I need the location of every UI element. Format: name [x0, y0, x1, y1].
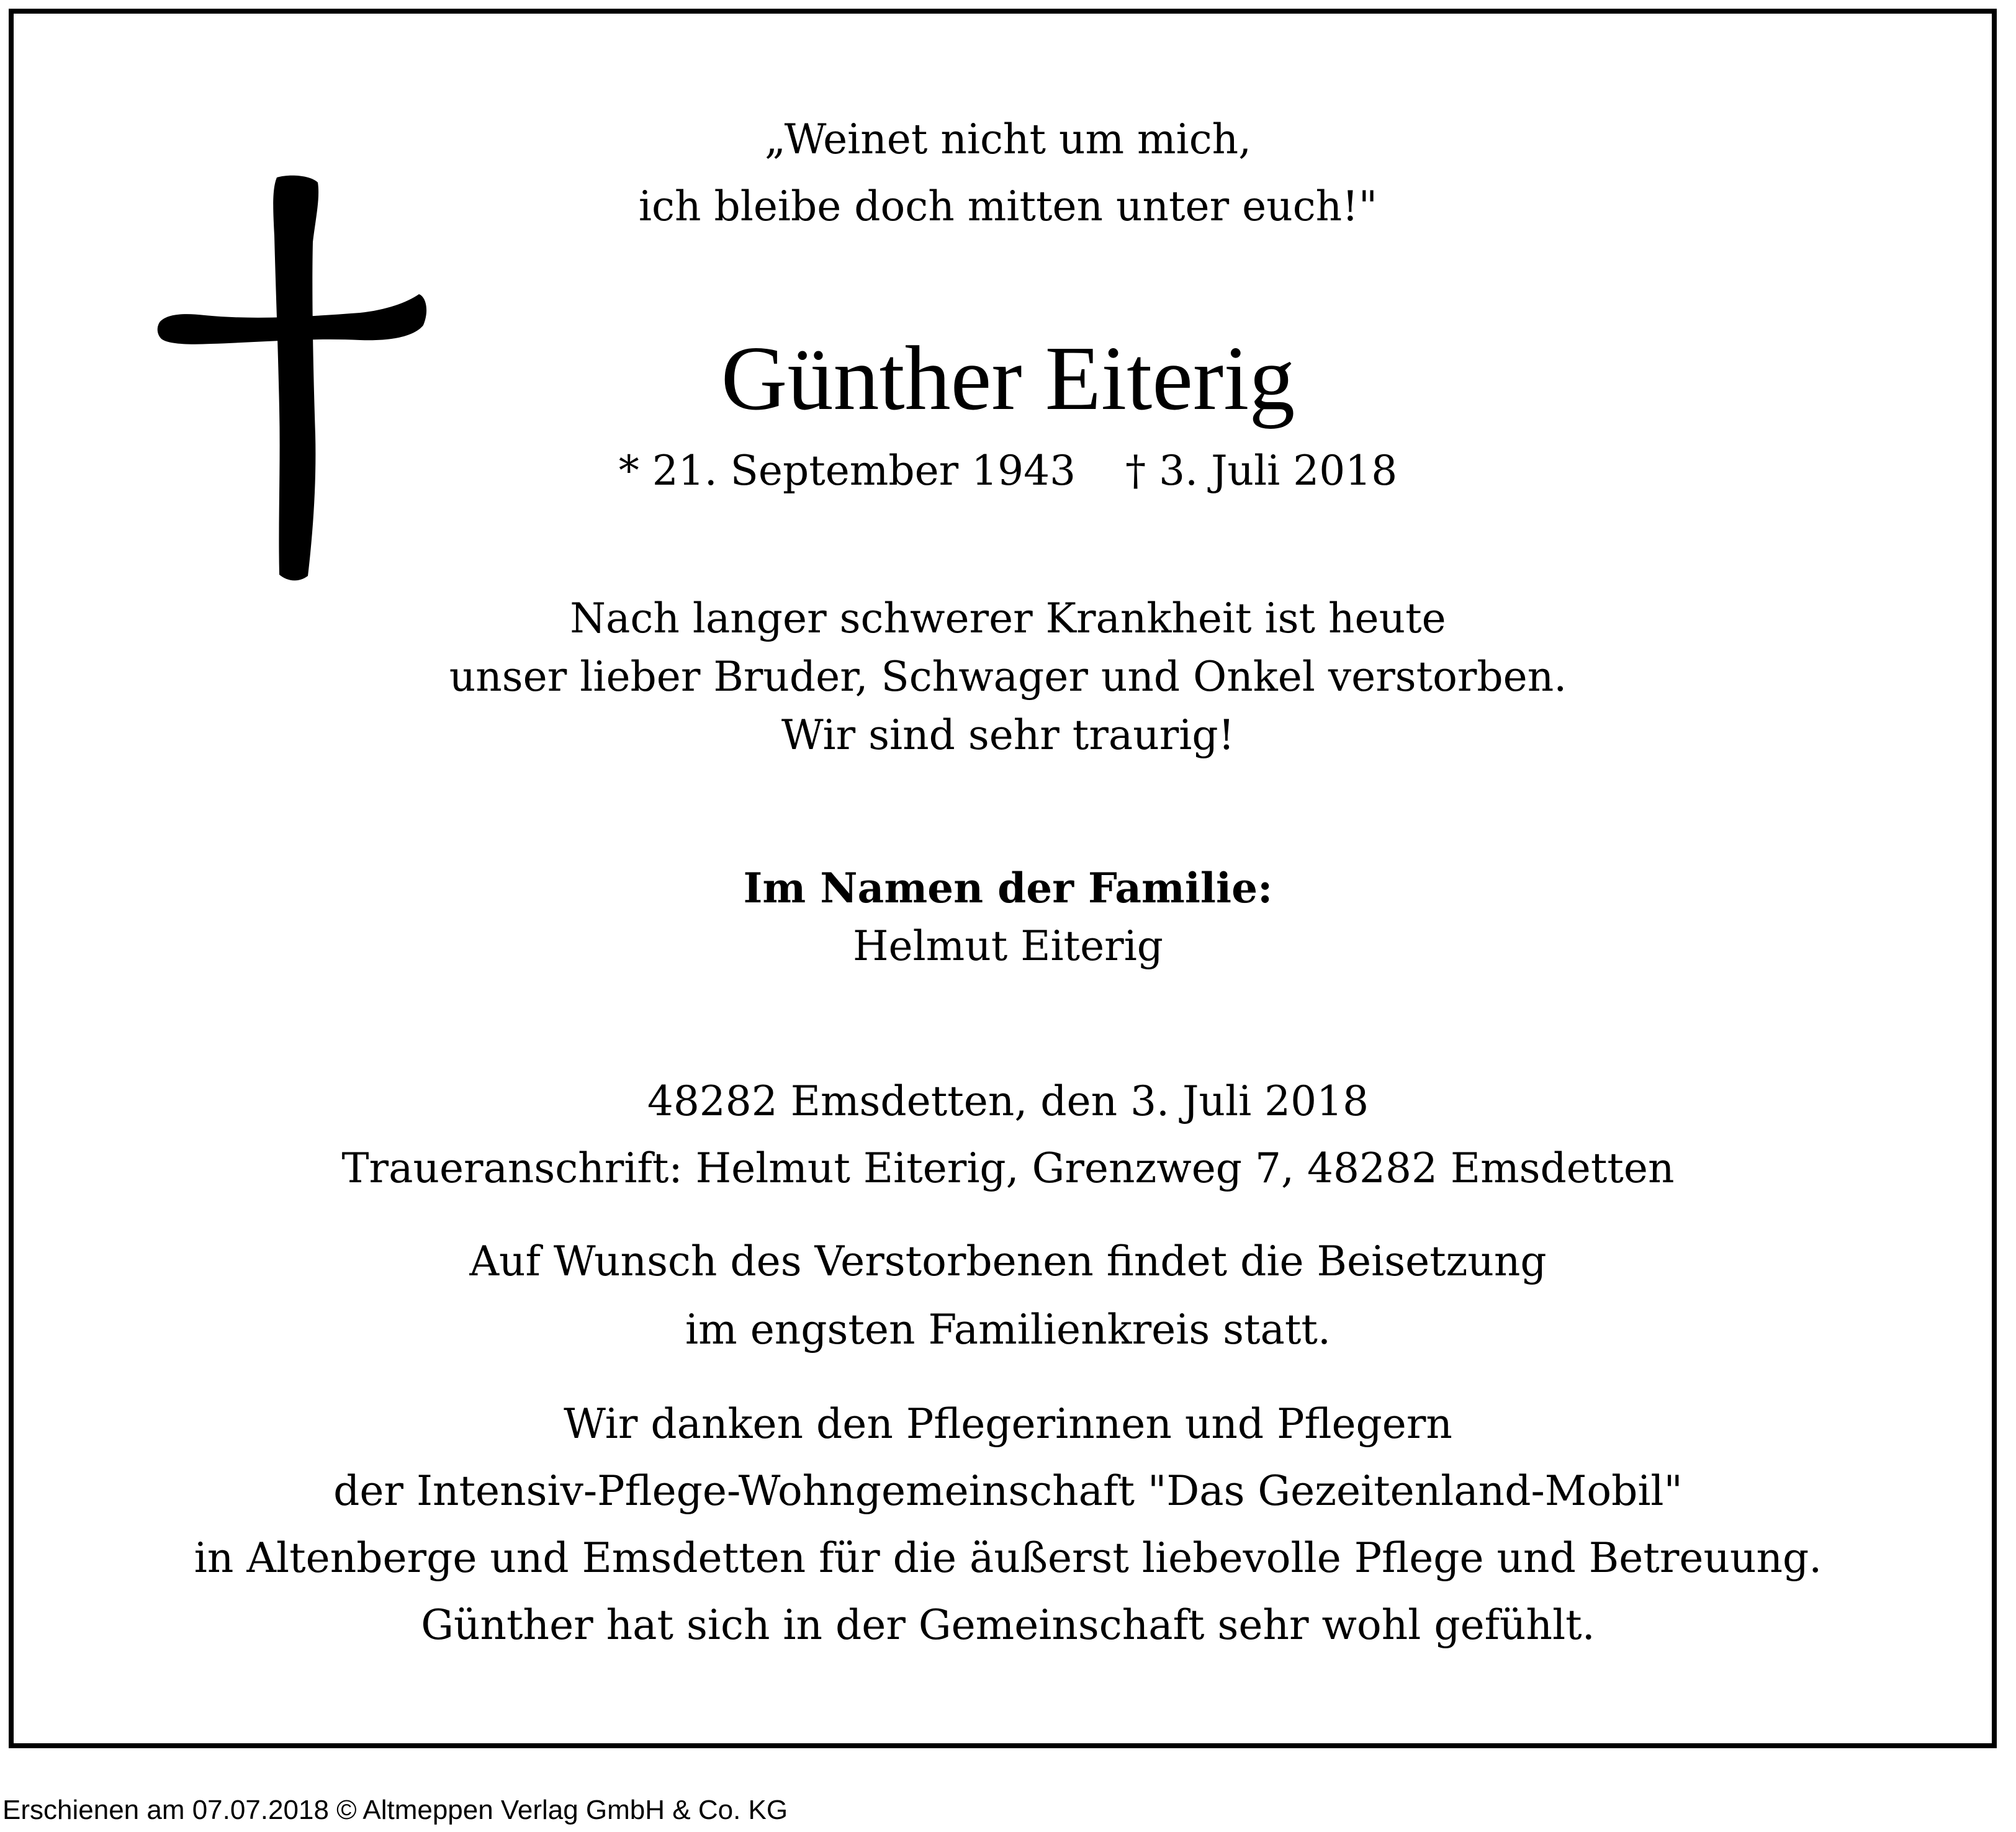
- thanks-line-1: Wir danken den Pflegerinnen und Pflegern: [564, 1400, 1452, 1448]
- quote-line-1: „Weinet nicht um mich,: [764, 115, 1252, 163]
- family-signatory: Helmut Eiterig: [852, 922, 1164, 970]
- thanks-line-2: der Intensiv-Pflege-Wohngemeinschaft "Das Gezeitenland-Mobil": [333, 1467, 1683, 1515]
- life-dates: [0, 447, 2016, 495]
- deceased-name: Günther Eiterig: [721, 328, 1295, 429]
- message-line-1: Nach langer schwerer Krankheit ist heute: [570, 595, 1446, 642]
- publication-footer: Erschienen am 07.07.2018 © Altmeppen Verlag GmbH & Co. KG: [2, 1795, 788, 1825]
- message-line-3: Wir sind sehr traurig!: [781, 711, 1235, 759]
- burial-line-1: Auf Wunsch des Verstorbenen findet die Beisetzung: [469, 1237, 1547, 1285]
- thanks-line-4: Günther hat sich in der Gemeinschaft sehr wohl gefühlt.: [421, 1601, 1595, 1649]
- quote-line-2: ich bleibe doch mitten unter euch!": [638, 182, 1378, 230]
- burial-line-2: im engsten Familienkreis statt.: [685, 1306, 1331, 1354]
- birth-date: * 21. September 1943: [618, 447, 1076, 495]
- death-date: † 3. Juli 2018: [1125, 447, 1398, 495]
- thanks-line-3: in Altenberge und Emsdetten für die äußerst liebevolle Pflege und Betreuung.: [194, 1534, 1822, 1582]
- place-date: 48282 Emsdetten, den 3. Juli 2018: [647, 1077, 1369, 1125]
- message-line-2: unser lieber Bruder, Schwager und Onkel verstorben.: [449, 653, 1567, 701]
- family-heading: Im Namen der Familie:: [743, 864, 1273, 912]
- mourning-address: Traueranschrift: Helmut Eiterig, Grenzweg 7, 48282 Emsdetten: [341, 1144, 1675, 1192]
